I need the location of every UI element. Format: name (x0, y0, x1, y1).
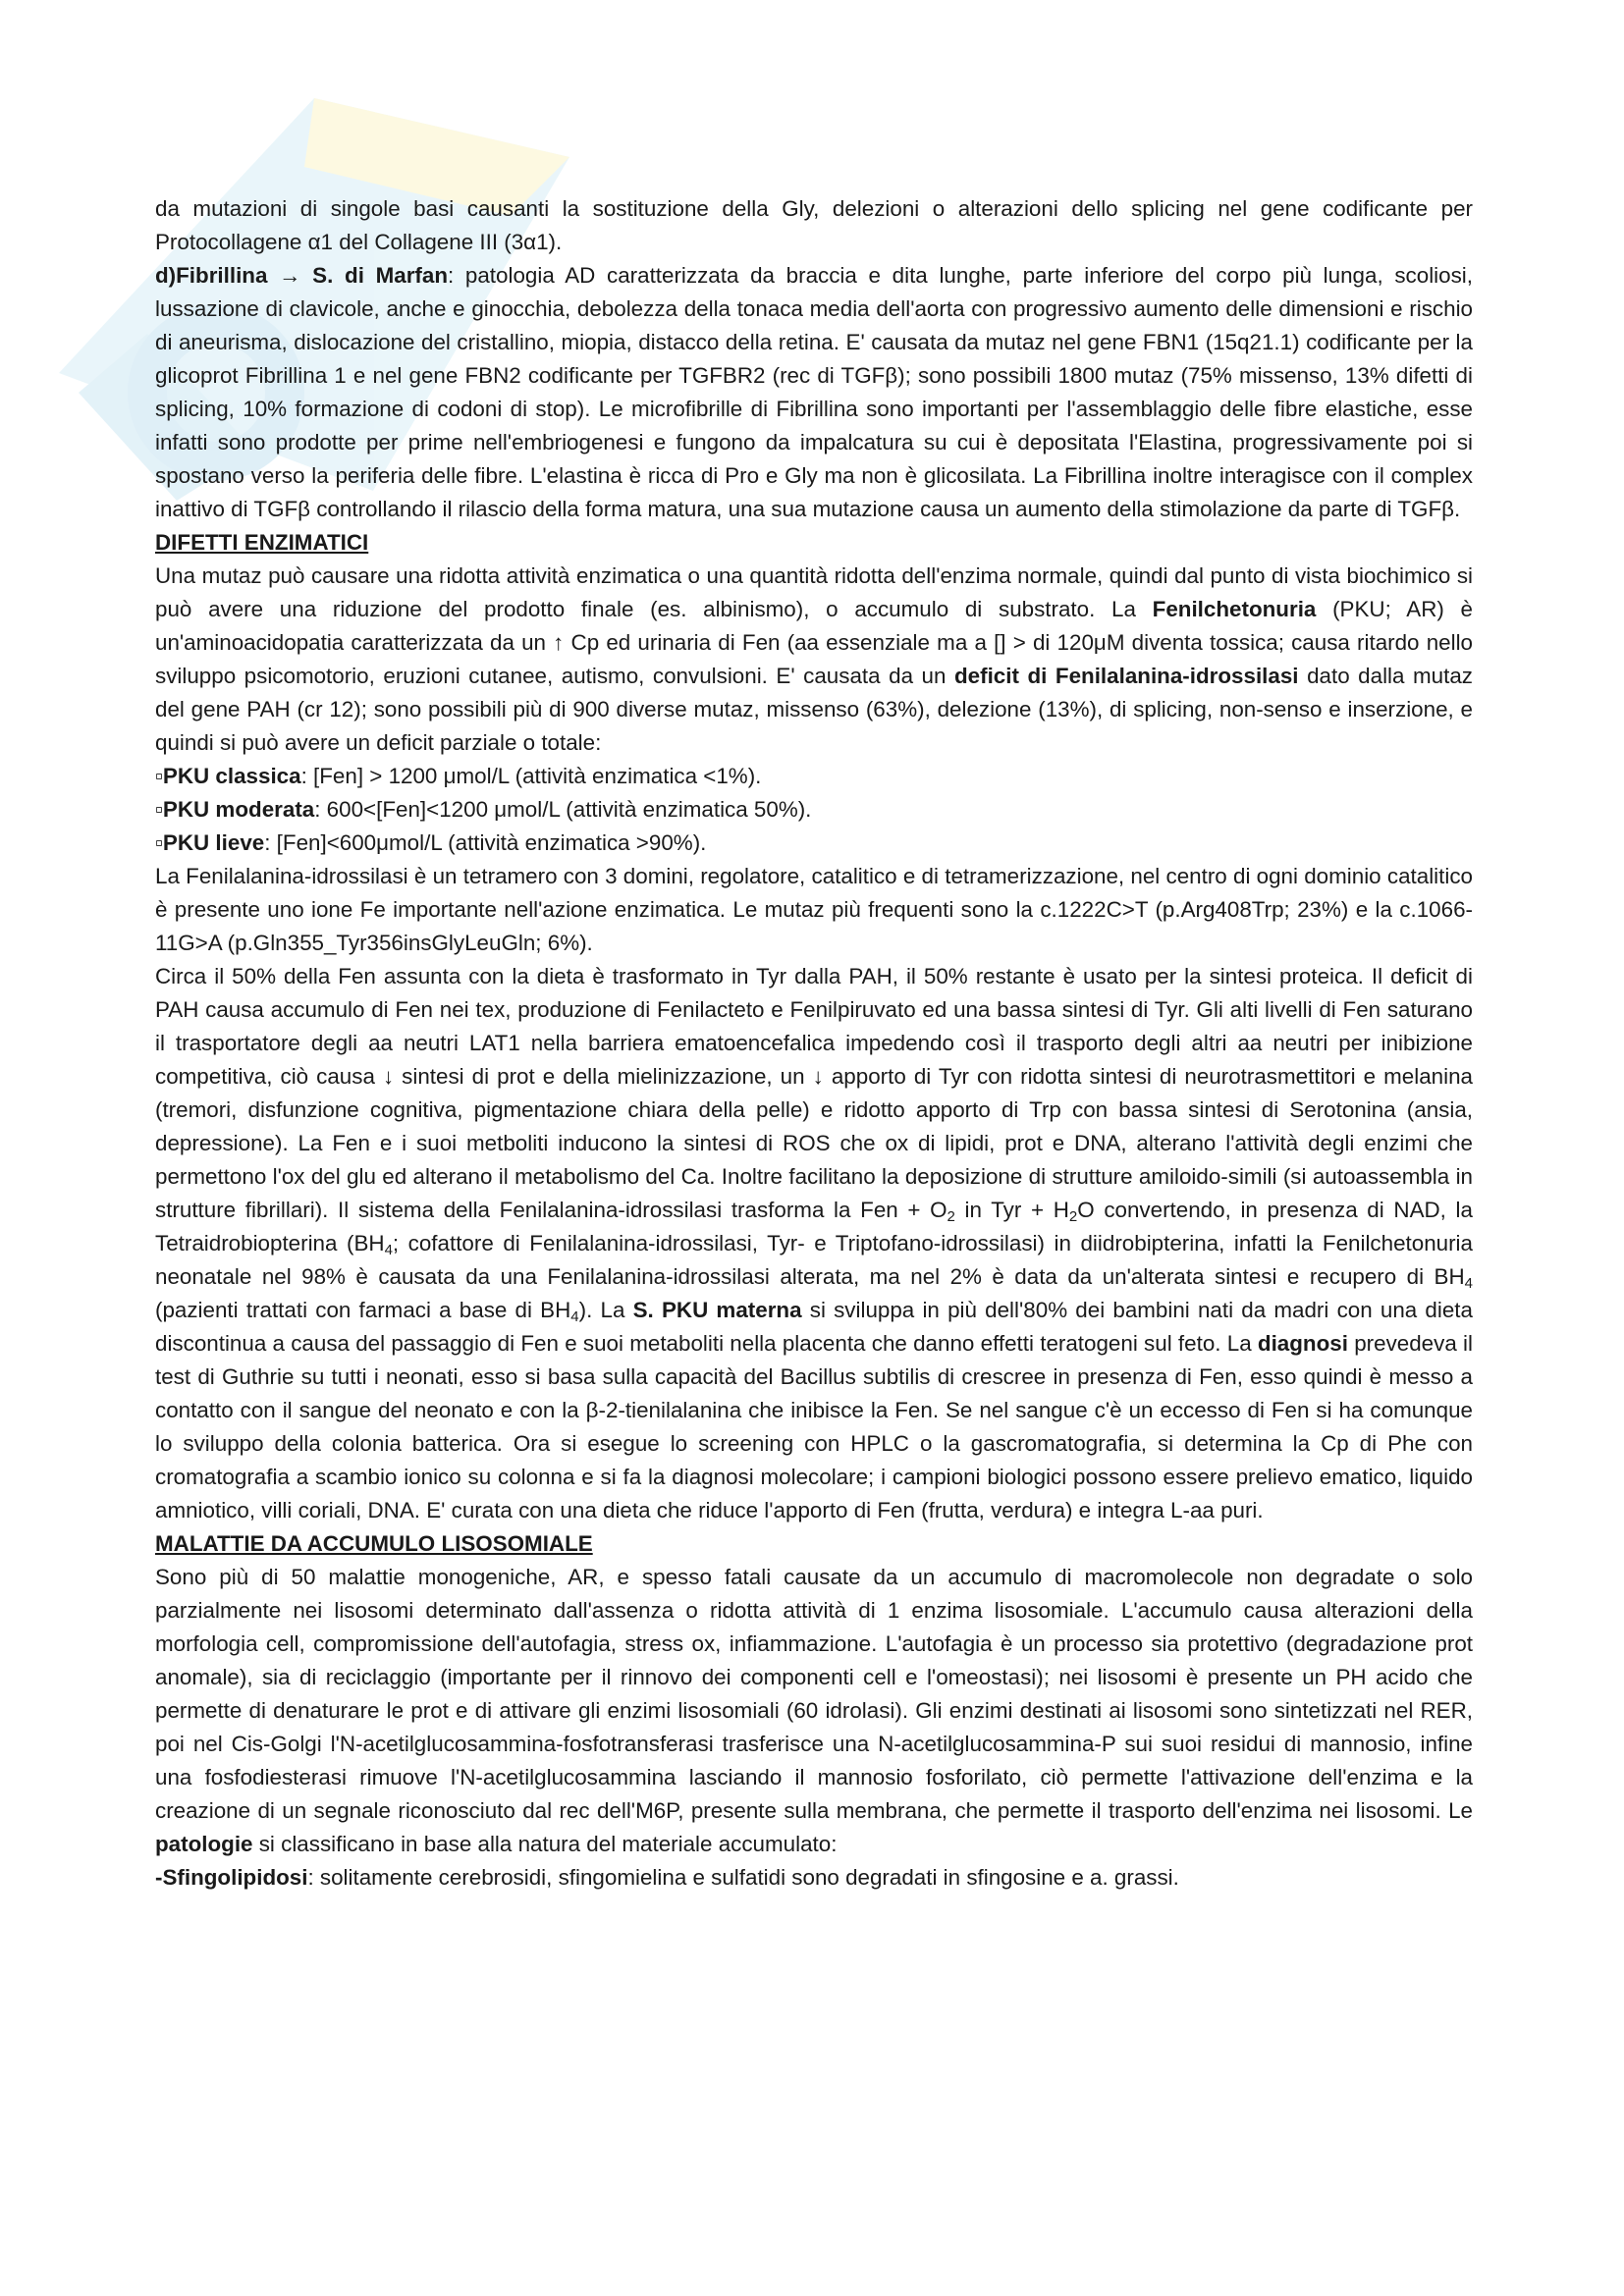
paragraph-fibrillina: d)Fibrillina → S. di Marfan: patologia AD caratterizzata da braccia e dita lunghe, parte inferiore del corpo più lunga, scoliosi, lussazione di clavicole, anche e ginocchia, debolezza della tonaca media dell'aorta con progressivo aumento delle dimensioni e rischio di aneurisma, dislocazione del cristallino, miopia, distacco della retina. E' causata da mutaz nel gene FBN1 (15q21.1) codificante per la glicoprot Fibrillina 1 e nel gene FBN2 codificante per TGFBR2 (rec di TGFβ); sono possibili 1800 mutaz (75% missenso, 13% difetti di splicing, 10% formazione di codoni di stop). Le microfibrille di Fibrillina sono importanti per l'assemblaggio delle fibre elastiche, esse infatti sono prodotte per prime nell'embriogenesi e fungono da impalcatura su cui è depositata l'Elastina, progressivamente poi si spostano verso la periferia delle fibre. L'elastina è ricca di Pro e Gly ma non è glicosilata. La Fibrillina inoltre interagisce con il complex inattivo di TGFβ controllando il rilascio della forma matura, una sua mutazione causa un aumento della stimolazione da parte di TGFβ. (155, 263, 1473, 521)
section-heading-difetti-enzimatici: DIFETTI ENZIMATICI (155, 530, 369, 555)
list-item-pku-classica: ▫PKU classica: [Fen] > 1200 μmol/L (attività enzimatica <1%). (155, 764, 762, 788)
paragraph-pah: La Fenilalanina-idrossilasi è un tetramero con 3 domini, regolatore, catalitico e di tetramerizzazione, nel centro di ogni dominio catalitico è presente uno ione Fe importante nell'azione enzimatica. Le mutaz più frequenti sono la c.1222C>T (p.Arg408Trp; 23%) e la c.1066-11G>A (p.Gln355_Tyr356insGlyLeuGln; 6%). (155, 864, 1473, 955)
section-heading-malattie-lisosomiali: MALATTIE DA ACCUMULO LISOSOMIALE (155, 1531, 593, 1556)
paragraph-difetti-enzimatici: Una mutaz può causare una ridotta attività enzimatica o una quantità ridotta dell'enzima normale, quindi dal punto di vista biochimico si può avere una riduzione del prodotto finale (es. albinismo), o accumulo di substrato. La Fenilchetonuria (PKU; AR) è un'aminoacidopatia caratterizzata da un ↑ Cp ed urinaria di Fen (aa essenziale ma a [] > di 120μM diventa tossica; causa ritardo nello sviluppo psicomotorio, eruzioni cutanee, autismo, convulsioni. E' causata da un deficit di Fenilalanina-idrossilasi dato dalla mutaz del gene PAH (cr 12); sono possibili più di 900 diverse mutaz, missenso (63%), delezione (13%), di splicing, non-senso e inserzione, e quindi si può avere un deficit parziale o totale: (155, 563, 1474, 755)
list-item-pku-lieve: ▫PKU lieve: [Fen]<600μmol/L (attività enzimatica >90%). (155, 830, 707, 855)
document-page (155, 192, 1473, 1895)
paragraph-sfingolipidosi: -Sfingolipidosi: solitamente cerebrosidi, sfingomielina e sulfatidi sono degradati in sfingosine e a. grassi. (155, 1865, 1179, 1890)
paragraph-collagene: da mutazioni di singole basi causanti la sostituzione della Gly, delezioni o alterazioni dello splicing nel gene codificante per Protocollagene α1 del Collagene III (3α1). (155, 196, 1473, 254)
fibrillina-heading: d)Fibrillina → S. di Marfan (155, 263, 448, 288)
list-item-pku-moderata: ▫PKU moderata: 600<[Fen]<1200 μmol/L (attività enzimatica 50%). (155, 797, 812, 822)
paragraph-fen-metabolismo: Circa il 50% della Fen assunta con la dieta è trasformato in Tyr dalla PAH, il 50% restante è usato per la sintesi proteica. Il deficit di PAH causa accumulo di Fen nei tex, produzione di Fenilacteto e Fenilpiruvato ed una bassa sintesi di Tyr. Gli alti livelli di Fen saturano il trasportatore degli aa neutri LAT1 nella barriera ematoencefalica impedendo così il trasporto degli altri aa neutri per inibizione competitiva, ciò causa ↓ sintesi di prot e della mielinizzazione, un ↓ apporto di Tyr con ridotta sintesi di neurotrasmettitori e melanina (tremori, disfunzione cognitiva, pigmentazione chiara della pelle) e ridotto apporto di Trp con bassa sintesi di Serotonina (ansia, depressione). La Fen e i suoi metboliti inducono la sintesi di ROS che ox di lipidi, prot e DNA, alterano l'attività degli enzimi che permettono l'ox del glu ed alterano il metabolismo del Ca. Inoltre facilitano la deposizione di strutture amiloido-simili (si autoassembla in strutture fibrillari). Il sistema della Fenilalanina-idrossilasi trasforma la Fen + $O_2$ in Tyr + $H_2O$ convertendo, in presenza di NAD, la Tetraidrobiopterina ($BH_4$; cofattore di Fenilalanina-idrossilasi, Tyr- e Triptofano-idrossilasi) in diidrobipterina, infatti la Fenilchetonuria neonatale nel 98% è causata da una Fenilalanina-idrossilasi alterata, ma nel 2% è data da un'alterata sintesi e recupero di $BH_4$ (pazienti trattati con farmaci a base di $BH_4$). La S. PKU materna si sviluppa in più dell'80% dei bambini nati da madri con una dieta discontinua a causa del passaggio di Fen e suoi metaboliti nella placenta che danno effetti teratogeni sul feto. La diagnosi prevedeva il test di Guthrie su tutti i neonati, esso si basa sulla capacità del Bacillus subtilis di crescree in presenza di Fen, esso quindi è messo a contatto con il sangue del neonato e con la β-2-tienilalanina che inibisce la Fen. Se nel sangue c'è un eccesso di Fen si ha comunque lo sviluppo della colonia batterica. Ora si esegue lo screening con HPLC o la gascromatografia, si determina la Cp di Phe con cromatografia a scambio ionico su colonna e si fa la diagnosi molecolare; i campioni biologici possono essere prelievo ematico, liquido amniotico, villi coriali, DNA. E' curata con una dieta che riduce l'apporto di Fen (frutta, verdura) e integra L-aa puri. (155, 964, 1473, 1522)
paragraph-malattie-lisosomiali: Sono più di 50 malattie monogeniche, AR, e spesso fatali causate da un accumulo di macromolecole non degradate o solo parzialmente nei lisosomi determinato dall'assenza o ridotta attività di 1 enzima lisosomiale. L'accumulo causa alterazioni della morfologia cell, compromissione dell'autofagia, stress ox, infiammazione. L'autofagia è un processo sia protettivo (degradazione prot anomale), sia di reciclaggio (importante per il rinnovo dei componenti cell e l'omeostasi); nei lisosomi è presente un PH acido che permette di denaturare le prot e di attivare gli enzimi lisosomiali (60 idrolasi). Gli enzimi destinati ai lisosomi sono sintetizzati nel RER, poi nel Cis-Golgi l'N-acetilglucosammina-fosfotransferasi trasferisce una N-acetilglucosammina-P sui suoi residui di mannosio, infine una fosfodiesterasi rimuove l'N-acetilglucosammina lasciando il mannosio fosforilato, ciò permette l'attivazione dell'enzima e la creazione di un segnale riconosciuto dal rec dell'M6P, presente sulla membrana, che permette il trasporto dell'enzima nei lisosomi. Le patologie si classificano in base alla natura del materiale accumulato: (155, 1565, 1473, 1856)
